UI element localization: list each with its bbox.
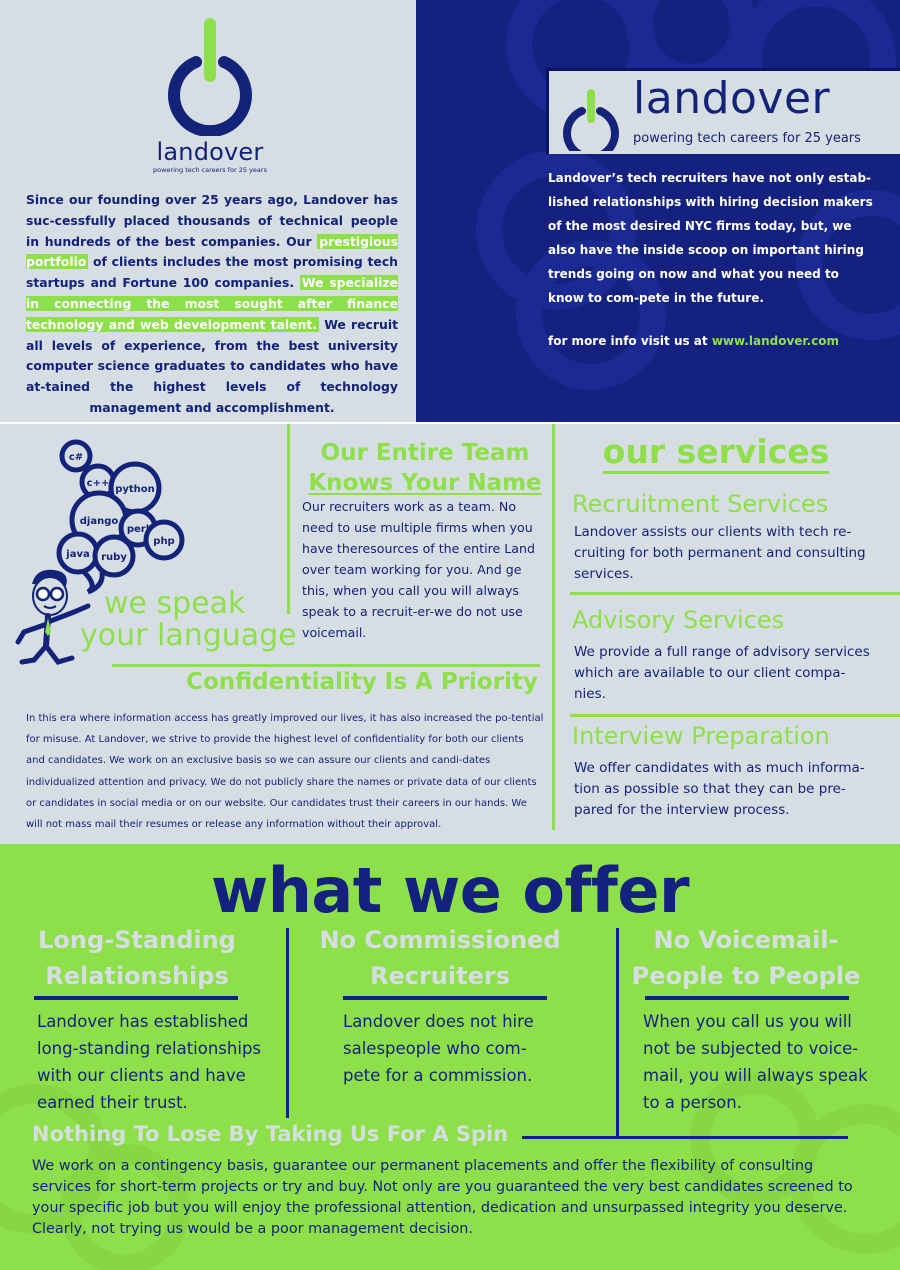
offer-section — [0, 844, 900, 1270]
divider — [645, 996, 849, 1000]
offer-col-1-title-line-1: Long-Standing — [38, 926, 236, 954]
service-text-advisory: We provide a full range of advisory services which are available to our client compa-nies. — [574, 644, 870, 702]
intro-text-2: of clients includes the most promising tech startups and Fortune 100 companies. — [26, 254, 398, 291]
offer-col-1-title — [20, 922, 254, 994]
divider — [522, 1136, 848, 1139]
recruiters-panel — [416, 0, 900, 422]
divider — [34, 996, 238, 1000]
middle-section — [0, 422, 900, 842]
offer-col-3-title-line-1: No Voicemail- — [653, 926, 839, 954]
intro-text-1: Since our founding over 25 years ago, Landover has suc-cessfully placed thousands of technical people in hundreds of the best companies. Our — [26, 192, 398, 249]
more-info-line — [548, 334, 839, 348]
offer-col-2-title-line-1: No Commissioned — [319, 926, 561, 954]
brand-name-large: landover — [633, 73, 831, 124]
divider — [287, 424, 290, 614]
brand-tagline: powering tech careers for 25 years — [153, 166, 267, 174]
divider — [616, 928, 619, 1138]
intro-text-3: We recruit all levels of experience, from the best university computer science graduates to candidates who have at-tained the highest levels of technology management and accomplishment. — [26, 316, 398, 415]
service-text-recruitment: Landover assists our clients with tech re-cruiting for both permanent and consulting services. — [574, 524, 866, 582]
offer-col-3-title — [622, 922, 870, 994]
brand-tagline-large: powering tech careers for 25 years — [633, 131, 861, 146]
services-title-text: our services — [603, 432, 830, 474]
website-link[interactable]: www.landover.com — [711, 334, 840, 348]
bubble-label-ruby: ruby — [101, 552, 127, 563]
intro-highlight-1: prestigious portfolio — [26, 233, 398, 270]
service-title-interview: Interview Preparation — [572, 722, 830, 750]
divider — [570, 592, 900, 595]
bubble-label-django: django — [79, 516, 119, 527]
power-logo-icon — [559, 87, 623, 151]
intro-highlight-2: We specialize in connecting the most sought after finance technology and web development talent. — [26, 275, 398, 332]
confidentiality-paragraph: In this era where information access has greatly improved our lives, it has also increased the po-tential for misuse. At Landover, we strive to provide the highest level of confidentiality for both our clients and candidates. We work on an exclusive basis so we can assure our clients and candi-dates individualized attention and privacy. We do not publicly share the names or private data of our clients or candidates in social media or on our website. Our candidates trust their careers in our hands. We will not mass mail their resumes or release any information without their approval. — [26, 713, 544, 831]
team-paragraph: Our recruiters work as a team. No need to use multiple firms when you have theresources of the entire Land over team working for you. And ge this, when you call you will always speak to a recruit-er-we do not use voicemail. — [302, 499, 535, 640]
intro-panel — [0, 0, 416, 422]
offer-col-2-title — [300, 922, 580, 994]
offer-col-2-text: Landover does not hire salespeople who com-pete for a commission. — [343, 1012, 534, 1085]
service-text-interview: We offer candidates with as much informa-tion as possible so that they can be pre-pared for the interview process. — [574, 760, 865, 818]
mascot-icon — [18, 570, 88, 662]
offer-col-1-title-line-2: Relationships — [45, 962, 229, 990]
landover-logo-large[interactable] — [546, 68, 900, 154]
we-speak-slogan — [80, 588, 297, 652]
slogan-line-1: we speak — [104, 586, 246, 621]
bubble-label-php: php — [153, 536, 175, 547]
recruiters-paragraph: Landover’s tech recruiters have not only estab-lished relationships with hiring decision makers of the most desired NYC firms today, but, we also have the inside scoop on important hiring trends going on now and what you need to know to com-pete in the future. — [548, 171, 873, 305]
spin-paragraph: We work on a contingency basis, guarantee our permanent placements and offer the flexibility of consulting services for short-term projects or try and buy. Not only are you guaranteed the very best candidates screened to your specific job but you will enjoy the professional attention, dedication and unsurpassed integrity you deserve. Clearly, not trying us would be a poor management decision. — [32, 1158, 853, 1237]
bubble-label-perl: perl — [126, 524, 150, 535]
more-info-prefix: for more info visit us at — [548, 334, 712, 348]
service-title-recruitment: Recruitment Services — [572, 490, 829, 518]
intro-paragraph — [26, 190, 398, 419]
service-title-advisory: Advisory Services — [572, 606, 785, 634]
slogan-line-2: your language — [80, 618, 297, 653]
landover-logo[interactable] — [140, 18, 280, 174]
team-title-line-1: Our Entire Team — [320, 440, 530, 466]
power-logo-icon — [162, 18, 258, 136]
team-title — [300, 438, 550, 498]
services-title — [560, 432, 872, 471]
spin-title: Nothing To Lose By Taking Us For A Spin — [32, 1122, 509, 1146]
bubble-label-cpp: c++ — [86, 478, 110, 489]
offer-title: what we offer — [210, 854, 690, 927]
divider — [343, 996, 547, 1000]
offer-col-3-title-line-2: People to People — [631, 962, 861, 990]
divider — [286, 928, 289, 1118]
brand-name: landover — [156, 138, 264, 166]
offer-col-3-text: When you call us you will not be subjected to voice-mail, you will always speak to a person. — [643, 1012, 868, 1112]
divider — [112, 664, 540, 667]
team-title-line-2: Knows Your Name — [308, 470, 542, 496]
offer-col-1-text: Landover has established long-standing relationships with our clients and have earned their trust. — [37, 1012, 262, 1112]
divider — [552, 424, 555, 830]
bubble-label-java: java — [66, 549, 90, 560]
bubble-label-csharp: c# — [68, 452, 84, 463]
confidentiality-title: Confidentiality Is A Priority — [186, 669, 538, 695]
offer-col-2-title-line-2: Recruiters — [369, 962, 510, 990]
bubble-label-python: python — [115, 484, 155, 495]
divider — [570, 714, 900, 717]
